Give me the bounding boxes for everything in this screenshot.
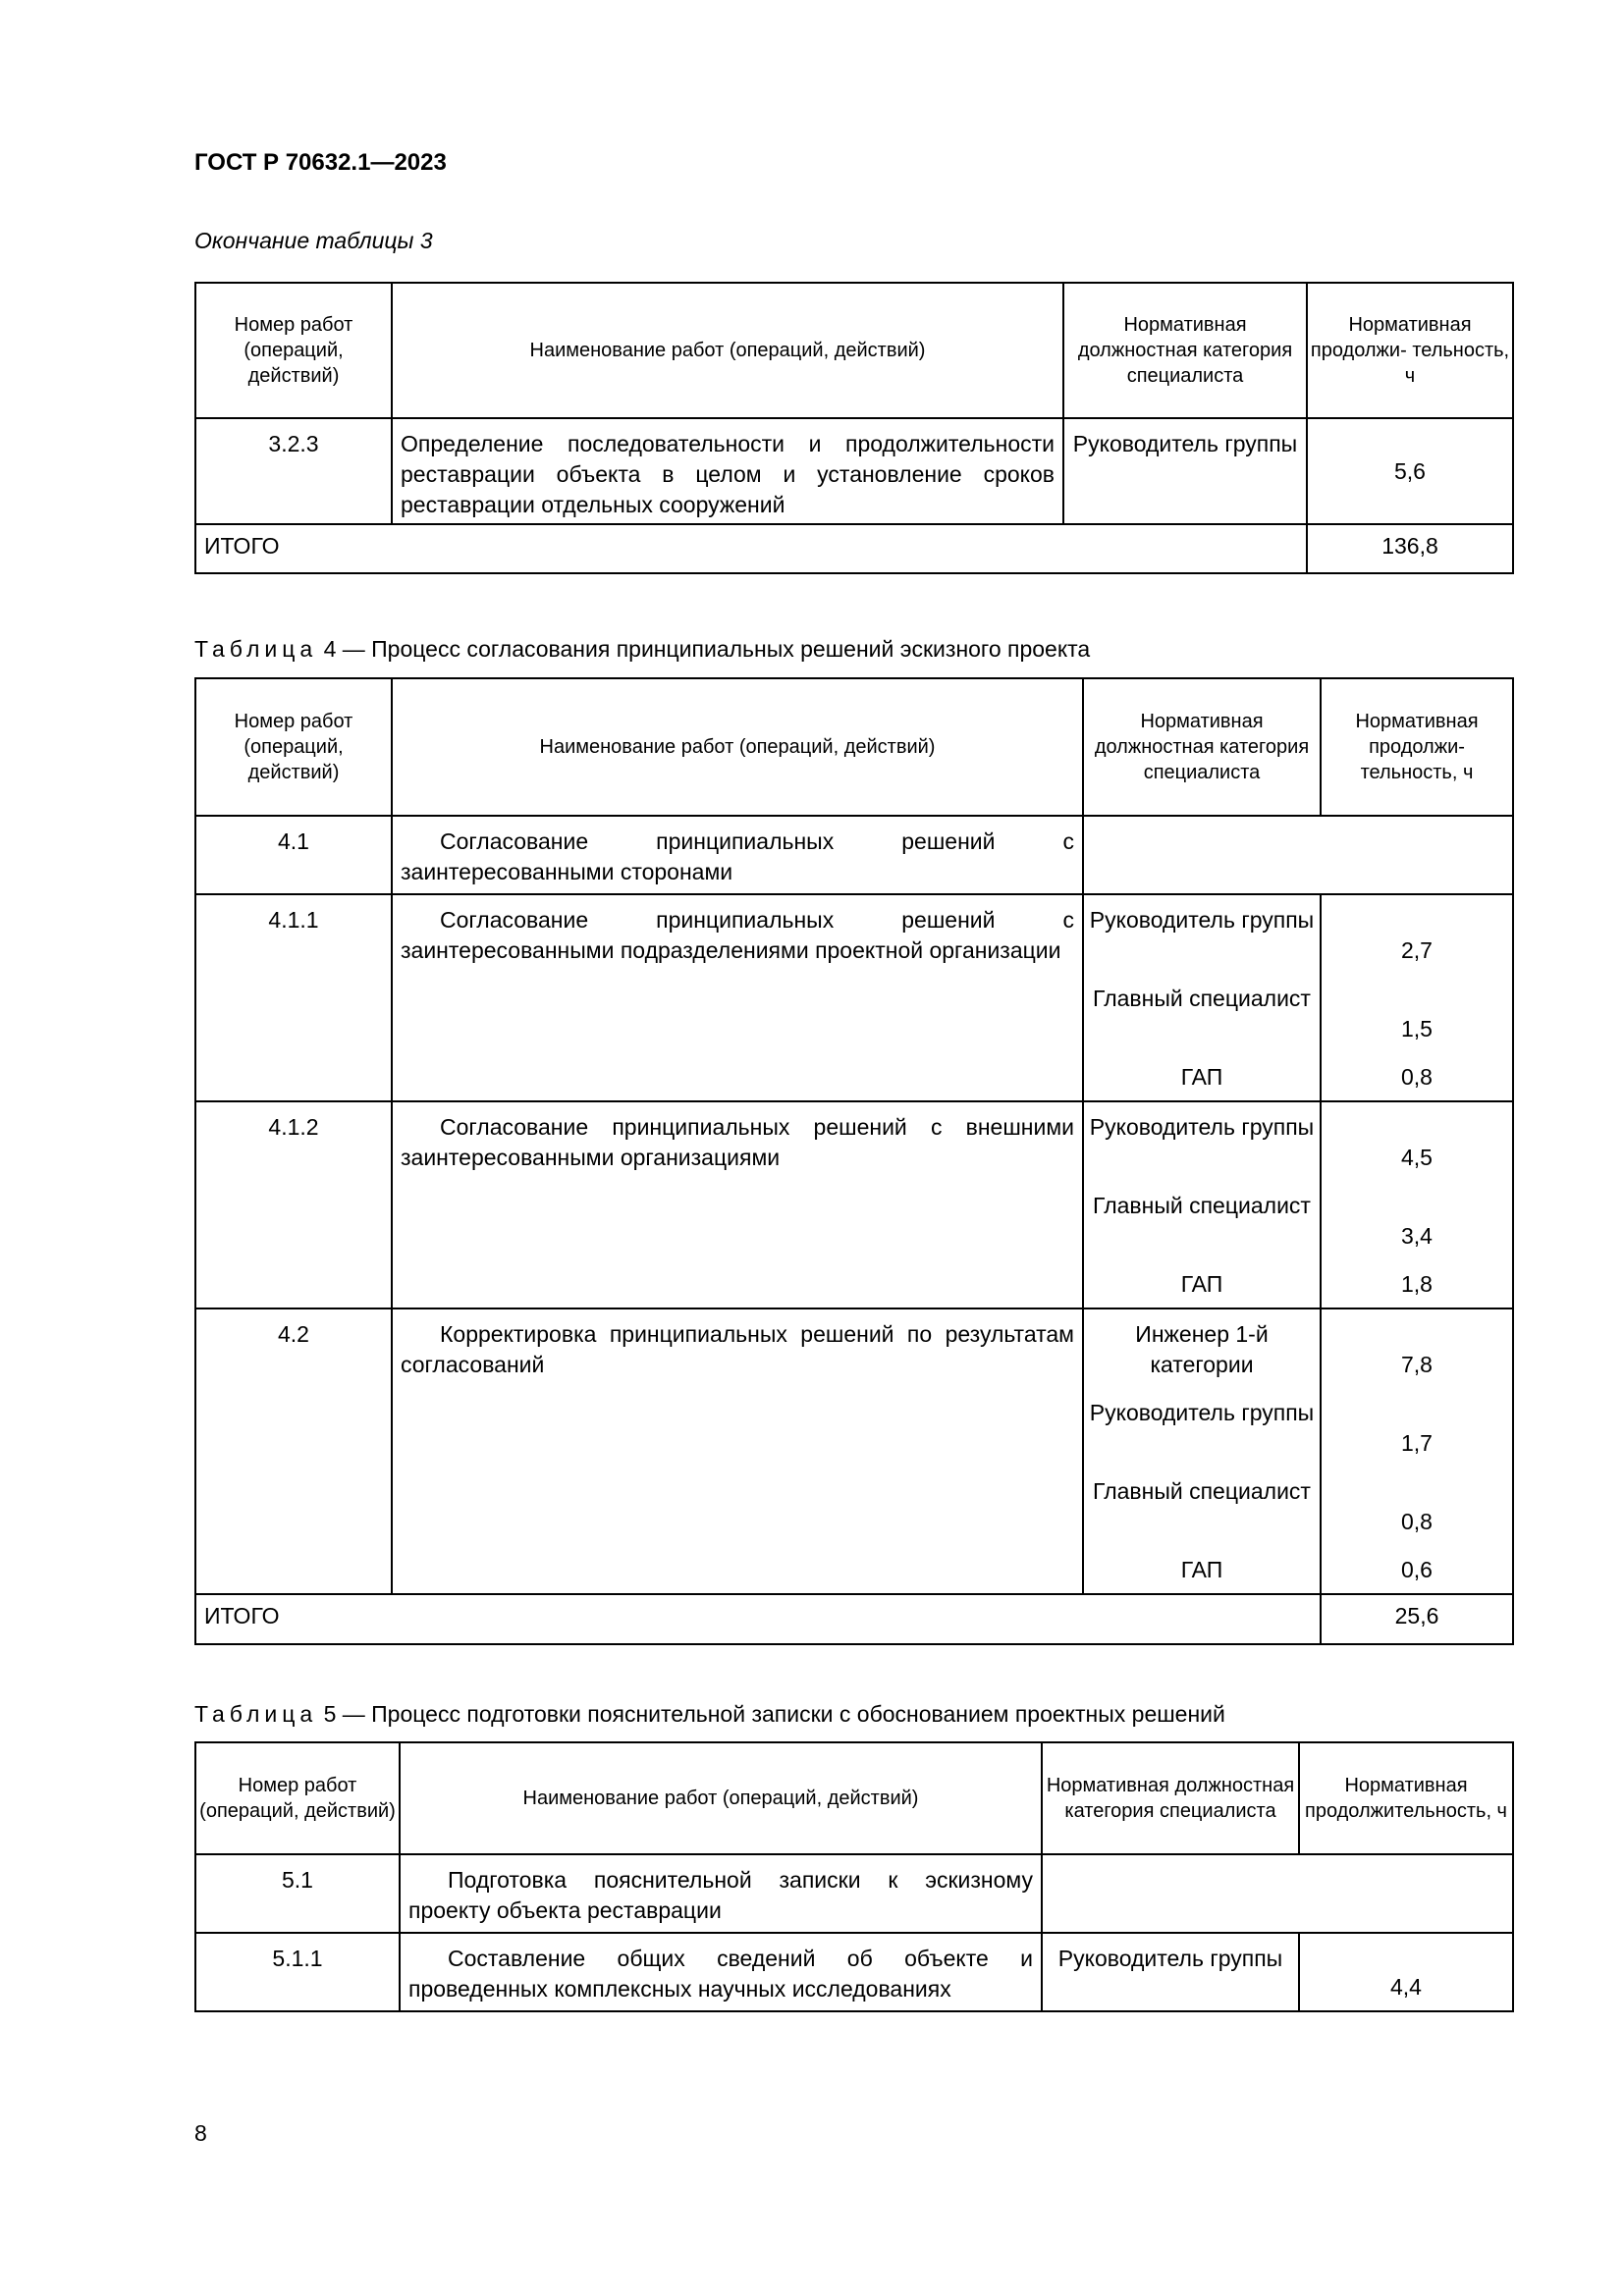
table-header-row [195,1742,1513,1854]
col-header-number: Номер работ (операций, действий) [195,1742,400,1854]
row-name: Подготовка пояснительной записки к эскизному проекту объекта реставрации [400,1854,1042,1933]
row-name: Согласование принципиальных решений с внешними заинтересованными организациями [392,1101,1083,1308]
row-roles [1083,1308,1321,1594]
value: 2,7 [1401,937,1433,963]
row-values [1321,1101,1513,1308]
row-name: Согласование принципиальных решений с заинтересованными сторонами [392,816,1083,894]
role: ГАП [1180,1557,1223,1582]
total-row [195,1594,1513,1644]
row-empty [1083,816,1513,894]
role: ГАП [1180,1271,1223,1297]
row-number: 4.1.1 [195,894,392,1101]
value: 1,7 [1401,1430,1433,1456]
row-number: 5.1.1 [195,1933,400,2011]
row-value: 5,6 [1307,418,1513,524]
table-header-row [195,678,1513,816]
table-row [195,1101,1513,1308]
role: ГАП [1180,1064,1223,1090]
value: 4,5 [1401,1145,1433,1170]
row-number: 5.1 [195,1854,400,1933]
row-name: Согласование принципиальных решений с заинтересованными подразделениями проектной организации [392,894,1083,1101]
table-4-caption: Таблица 4 — Процесс согласования принципиальных решений эскизного проекта [194,636,1091,662]
col-header-name: Наименование работ (операций, действий) [392,283,1063,418]
table-row [195,1308,1513,1594]
table-row [195,894,1513,1101]
col-header-duration: Нормативная продолжи- тельность, ч [1307,283,1513,418]
row-roles [1083,1101,1321,1308]
role: Руководитель группы [1089,1400,1315,1425]
col-header-name: Наименование работ (операций, действий) [392,678,1083,816]
row-number: 4.1.2 [195,1101,392,1308]
value: 0,8 [1401,1064,1433,1090]
col-header-number: Номер работ (операций, действий) [195,283,392,418]
col-header-number: Номер работ (операций, действий) [195,678,392,816]
table-3-caption: Окончание таблицы 3 [194,228,433,253]
table-5 [194,1741,1514,2012]
row-name: Составление общих сведений об объекте и проведенных комплексных научных исследованиях [400,1933,1042,2011]
table-5-caption: Таблица 5 — Процесс подготовки пояснительной записки с обоснованием проектных решений [194,1701,1225,1727]
table-row [195,1854,1513,1933]
table-row [195,816,1513,894]
value: 1,8 [1401,1271,1433,1297]
value: 3,4 [1401,1223,1433,1249]
table-row [195,1933,1513,2011]
value: 0,6 [1401,1557,1433,1582]
table-4 [194,677,1514,1645]
value: 7,8 [1401,1352,1433,1377]
table-3 [194,282,1514,574]
total-value: 25,6 [1321,1594,1513,1644]
row-values [1321,1308,1513,1594]
document-header: ГОСТ Р 70632.1—2023 [194,149,447,176]
col-header-category: Нормативная должностная категория специалиста [1063,283,1307,418]
row-name: Определение последовательности и продолжительности реставрации объекта в целом и установление сроков реставрации отдельных сооружений [392,418,1063,524]
row-role: Руководитель группы [1063,418,1307,524]
row-name: Корректировка принципиальных решений по результатам согласований [392,1308,1083,1594]
role: Руководитель группы [1089,907,1315,933]
value: 0,8 [1401,1509,1433,1534]
row-roles [1083,894,1321,1101]
row-value: 4,4 [1299,1933,1513,2011]
row-number: 4.1 [195,816,392,894]
col-header-name: Наименование работ (операций, действий) [400,1742,1042,1854]
role: Главный специалист [1093,1193,1311,1218]
col-header-duration: Нормативная продолжи- тельность, ч [1321,678,1513,816]
role: Главный специалист [1093,986,1311,1011]
row-values [1321,894,1513,1101]
row-empty [1042,1854,1513,1933]
total-value: 136,8 [1307,524,1513,573]
table-row [195,418,1513,524]
row-number: 3.2.3 [195,418,392,524]
role: Инженер 1-й категории [1135,1321,1269,1377]
total-label: ИТОГО [195,1594,1321,1644]
total-row [195,524,1513,573]
page-number: 8 [194,2120,207,2146]
table-header-row [195,283,1513,418]
col-header-duration: Нормативная продолжительность, ч [1299,1742,1513,1854]
col-header-category: Нормативная должностная категория специалиста [1042,1742,1299,1854]
role: Главный специалист [1093,1478,1311,1504]
row-role: Руководитель группы [1042,1933,1299,2011]
row-number: 4.2 [195,1308,392,1594]
total-label: ИТОГО [195,524,1307,573]
col-header-category: Нормативная должностная категория специалиста [1083,678,1321,816]
value: 1,5 [1401,1016,1433,1041]
role: Руководитель группы [1089,1114,1315,1140]
